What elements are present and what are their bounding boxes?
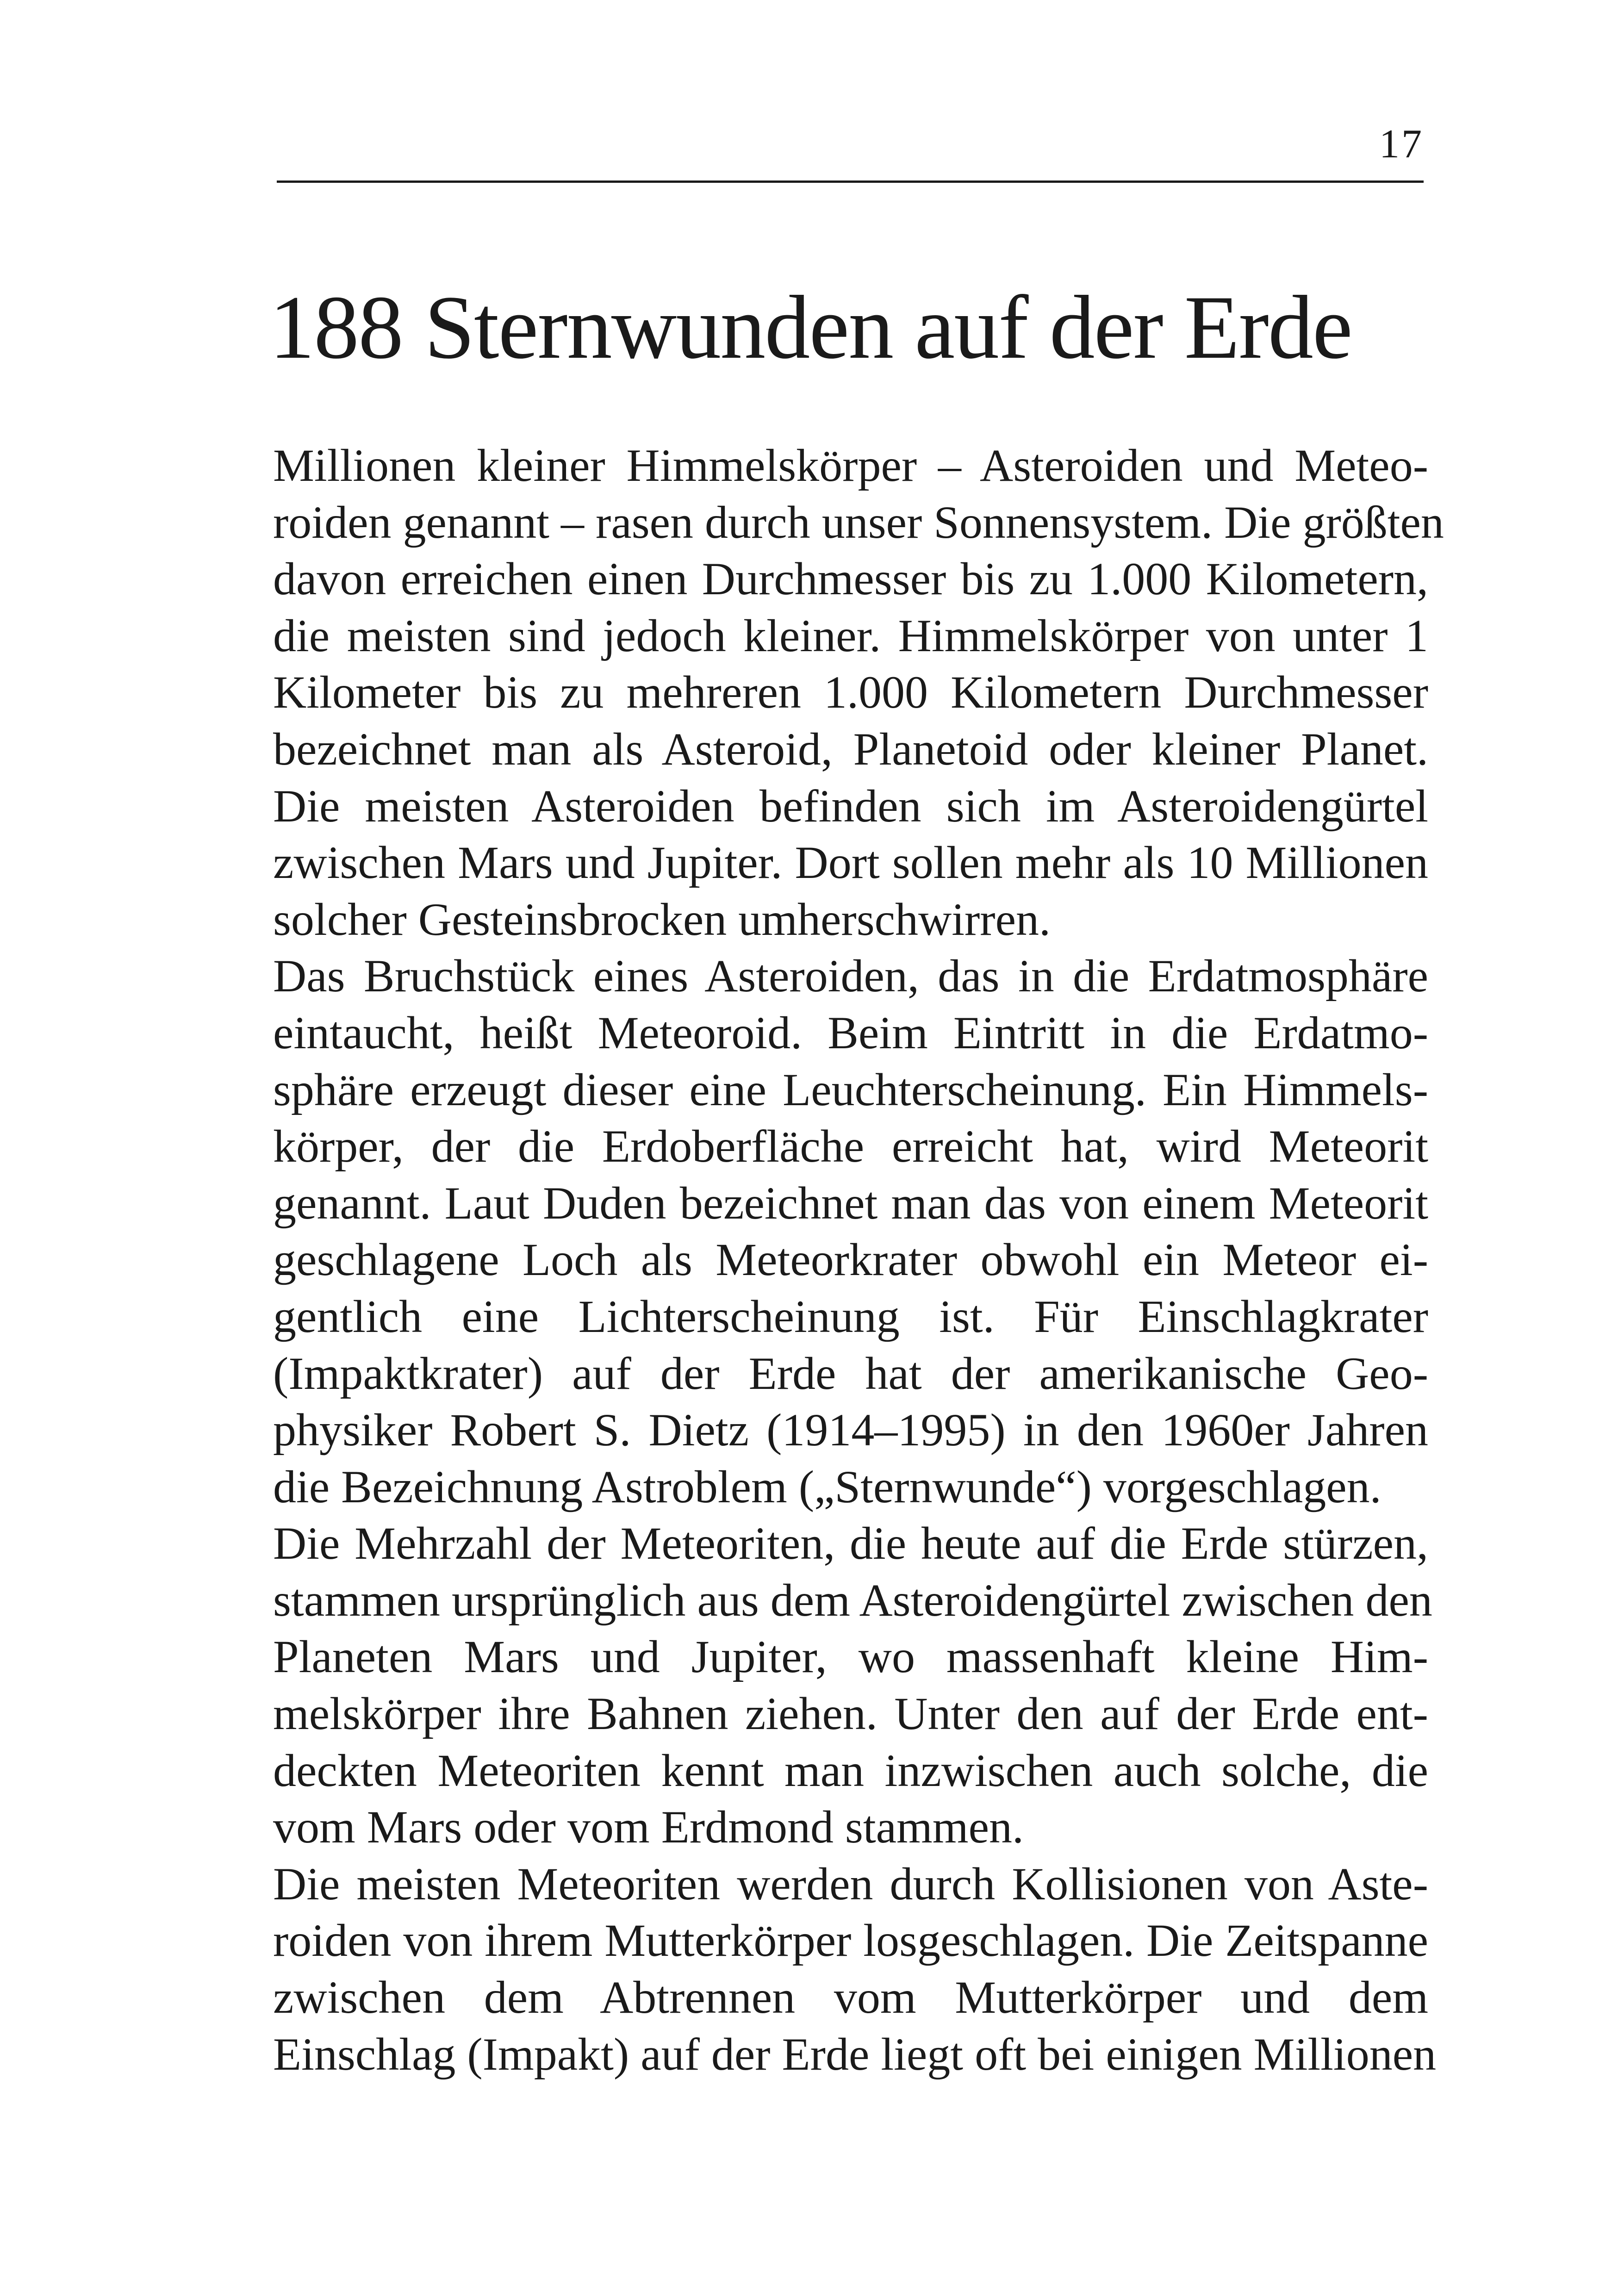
text-line: Die meisten Meteoriten werden durch Kollisionen von Aste-: [273, 1858, 1428, 1910]
text-line: vom Mars oder vom Erdmond stammen.: [273, 1801, 1024, 1853]
text-line: Die meisten Asteroiden befinden sich im Asteroidengürtel: [273, 780, 1428, 832]
text-line: deckten Meteoriten kennt man inzwischen auch solche, die: [273, 1744, 1428, 1796]
text-line: davon erreichen einen Durchmesser bis zu 1.000 Kilometern,: [273, 553, 1428, 605]
text-line: Millionen kleiner Himmelskörper – Asteroiden und Meteo-: [273, 440, 1428, 491]
text-line: die Bezeichnung Astroblem („Sternwunde“) vorgeschlagen.: [273, 1461, 1382, 1512]
text-line: solcher Gesteinsbrocken umherschwirren.: [273, 893, 1051, 945]
text-line: Planeten Mars und Jupiter, wo massenhaft kleine Him-: [273, 1631, 1428, 1683]
text-line: gentlich eine Lichterscheinung ist. Für Einschlagkrater: [273, 1290, 1428, 1342]
text-line: roiden von ihrem Mutterkörper losgeschlagen. Die Zeitspanne: [273, 1915, 1428, 1966]
page-number: 17: [1379, 122, 1424, 167]
text-line: sphäre erzeugt dieser eine Leuchterscheinung. Ein Himmels-: [273, 1064, 1428, 1115]
text-line: physiker Robert S. Dietz (1914–1995) in den 1960er Jahren: [273, 1404, 1428, 1456]
header-rule: [277, 180, 1424, 183]
text-line: Einschlag (Impakt) auf der Erde liegt oft bei einigen Millionen: [273, 2028, 1437, 2080]
text-line: Das Bruchstück eines Asteroiden, das in die Erdatmosphäre: [273, 950, 1428, 1002]
text-line: körper, der die Erdoberfläche erreicht hat, wird Meteorit: [273, 1120, 1428, 1172]
text-line: geschlagene Loch als Meteorkrater obwohl ein Meteor ei-: [273, 1234, 1428, 1286]
text-line: eintaucht, heißt Meteoroid. Beim Eintritt in die Erdatmo-: [273, 1007, 1428, 1058]
text-line: zwischen Mars und Jupiter. Dort sollen mehr als 10 Millionen: [273, 837, 1428, 889]
text-line: roiden genannt – rasen durch unser Sonnensystem. Die größten: [273, 496, 1444, 548]
text-line: die meisten sind jedoch kleiner. Himmelskörper von unter 1: [273, 610, 1428, 661]
text-line: Kilometer bis zu mehreren 1.000 Kilometern Durchmesser: [273, 666, 1428, 718]
text-line: melskörper ihre Bahnen ziehen. Unter den auf der Erde ent-: [273, 1688, 1428, 1740]
text-line: bezeichnet man als Asteroid, Planetoid oder kleiner Planet.: [273, 723, 1428, 775]
body-text: [273, 437, 1444, 2083]
text-line: stammen ursprünglich aus dem Asteroidengürtel zwischen den: [273, 1574, 1432, 1626]
text-line: (Impaktkrater) auf der Erde hat der amerikanische Geo-: [273, 1347, 1428, 1399]
text-line: zwischen dem Abtrennen vom Mutterkörper und dem: [273, 1972, 1428, 2023]
text-line: genannt. Laut Duden bezeichnet man das von einem Meteorit: [273, 1177, 1428, 1229]
chapter-title: 188 Sternwunden auf der Erde: [269, 277, 1352, 378]
text-line: Die Mehrzahl der Meteoriten, die heute auf die Erde stürzen,: [273, 1518, 1428, 1569]
